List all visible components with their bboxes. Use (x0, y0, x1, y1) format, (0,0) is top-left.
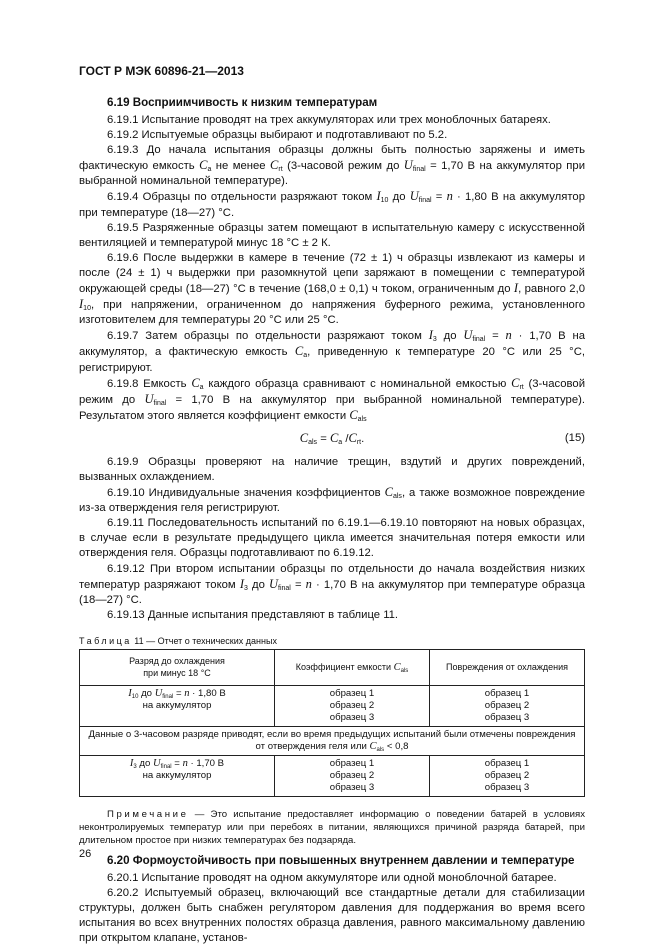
paragraph: 6.19.6 После выдержки в камере в течение (72 ± 1) ч образцы извлекают из камеры и после (24 ± 1) ч выдержки при разомкнутой цепи заряжают в помещении с температурой окружающей среды (18—27) °С в течение (168,0 ± 0,1) ч током, ограниченным до I, равного 2,0 $I_{10}$, при напряжении, ограниченном до напряжения буферного режима, установленного изготовителем для температуры 20 °С или 25 °С. (79, 251, 585, 327)
sample-label: образец 3 (329, 711, 375, 723)
math-symbol: C (349, 407, 358, 422)
cell-line: Повреждения от охлаждения (445, 662, 569, 673)
math-symbol: U (154, 687, 163, 699)
table-header-row (80, 649, 585, 685)
sample-label: образец 2 (329, 769, 375, 781)
paragraph: 6.19.7 Затем образцы по отдельности разряжают током $I_3$ до $U_{final} = n \cdot 1,70$ В на аккумулятор, а фактическую емкость $C_a$, приведенную к температуре 20 °С или 25 °С, регистрируют. (79, 328, 586, 374)
sample-label: образец 1 (484, 757, 530, 769)
formula-15 (79, 431, 585, 447)
math-subscript: als (392, 493, 402, 501)
math-symbol: C (294, 344, 304, 359)
cell-line: Данные о 3-часовом разряде приводят, если во время предыдущих испытаний были отмечены повреждения (88, 728, 576, 740)
math-subscript: 3 (243, 584, 248, 592)
note-text: — Это испытание предоставляет информацию о поведении батарей в условиях неконтролируемых температур или при перебоях в питании, являющихся причиной разряда батарей, при длительном простое при низких температурах без подзаряда. (79, 808, 585, 846)
note-label: Примечание (107, 808, 189, 820)
math-subscript: final (162, 693, 174, 700)
math-subscript: rt (356, 438, 362, 446)
paragraph: 6.19.12 При втором испытании образцы по отдельности до начала воздействия низких температур разряжают током $I_3$ до $U_{final} = n \cdot 1,70$ В на аккумулятор при температуре образца (18—27) °С. (79, 562, 586, 606)
math-symbol: U (409, 189, 419, 204)
cell-line: на аккумулятор (142, 769, 212, 781)
math-symbol: I (129, 757, 134, 769)
document-title: ГОСТ Р МЭК 60896-21—2013 (79, 64, 244, 78)
math-subscript: final (153, 399, 167, 407)
math-subscript: 10 (131, 693, 139, 700)
sample-label: образец 1 (329, 687, 375, 699)
math-subscript: als (357, 415, 367, 423)
math-symbol: n (184, 687, 190, 699)
table-row (80, 685, 585, 726)
table-note-row (80, 726, 585, 755)
math-subscript: als (400, 667, 409, 674)
section-heading-6-19: 6.19 Восприимчивость к низким температурам (107, 96, 378, 109)
math-subscript: a (199, 383, 204, 391)
row-label-i10 (80, 685, 275, 726)
math-subscript: 3 (432, 336, 437, 344)
math-subscript: rt (519, 383, 524, 391)
header-cell-capacity-coefficient (275, 649, 430, 685)
math-subscript: a (303, 352, 308, 360)
paragraph: 6.19.3 До начала испытания образцы должны быть полностью заряжены и иметь фактическую емкость $C_a$ не менее $C_{rt}$ (3-часовой режим до $U_{final} = 1,70$ В на аккумулятор при выбранной номинальной температуре). (79, 144, 585, 188)
math-symbol: I (513, 281, 519, 296)
math-symbol: C (329, 430, 339, 445)
cell-line: на аккумулятор (142, 699, 212, 711)
paragraph: 6.19.10 Индивидуальные значения коэффициентов $C_{als}$, а также возможное повреждение из-за отверждения геля регистрируют. (79, 485, 585, 515)
math-symbol: C (511, 375, 520, 390)
cell-line: при минус 18 °С (143, 668, 211, 679)
paragraph: 6.20.2 Испытуемый образец, включающий все стандартные детали для стабилизации структуры, должен быть снабжен регулятором давления для поддержания во время всего испытания во всех внутренних полостях образца давления, равного максимальному давлению при открытом клапане, установ- (79, 887, 585, 945)
table-11 (79, 649, 585, 797)
cell-line: $I_3$ до $U_{final} = n \cdot 1,70$ В (129, 757, 225, 770)
math-symbol: I (428, 328, 433, 343)
section-6-20-paragraphs (79, 871, 585, 946)
math-subscript: rt (278, 166, 283, 174)
paragraph: 6.19.5 Разряженные образцы затем помещают в испытательную камеру с искусственной вентиляцией и температурой минус 18 °С ± 2 К. (79, 221, 585, 249)
math-symbol: I (79, 297, 84, 312)
math-subscript: als (308, 438, 318, 446)
math-subscript: final (472, 336, 486, 344)
paragraph: 6.19.8 Емкость $C_a$ каждого образца сравнивают с номинальной емкостью $C_{rt}$ (3-часовой режим до $U_{final} = 1,70$ В на аккумулятор при выбранной номинальной температуре). Результатом этого является коэффициент емкости $C_{als}$ (79, 375, 586, 423)
table-note (79, 808, 585, 847)
math-subscript: final (412, 166, 426, 174)
paragraph: 6.19.2 Испытуемые образцы выбирают и подготавливают по 5.2. (107, 129, 448, 142)
math-symbol: U (268, 576, 279, 591)
header-cell-discharge (80, 649, 275, 685)
samples-cell (430, 685, 585, 726)
math-symbol: n (305, 576, 312, 591)
math-symbol: I (376, 189, 381, 204)
span-note-cell (80, 726, 585, 755)
paragraph: 6.19.9 Образцы проверяют на наличие трещин, вздутий и других повреждений, вызванных охлаждением. (79, 455, 585, 483)
math-symbol: U (403, 158, 413, 173)
sample-label: образец 2 (329, 699, 375, 711)
table-caption-text: 11 — Отчет о технических данных (131, 635, 277, 646)
math-subscript: final (278, 584, 291, 592)
math-subscript: 10 (83, 305, 91, 313)
math-symbol: n (505, 328, 512, 343)
paragraph: 6.19.4 Образцы по отдельности разряжают током $I_{10}$ до $U_{final} = n \cdot 1,80$ В на аккумулятор при температуре (18—27) °С. (79, 189, 586, 219)
math-symbol: n (446, 189, 453, 204)
sample-label: образец 1 (329, 757, 375, 769)
math-subscript: a (338, 438, 343, 446)
sample-label: образец 3 (329, 781, 375, 793)
math-symbol: C (348, 430, 357, 445)
samples-cell (430, 755, 585, 796)
formula-number: (15) (564, 431, 585, 444)
section-6-19-paragraphs-after (79, 455, 585, 623)
samples-cell (275, 755, 430, 796)
paragraph: 6.20.1 Испытание проводят на одном аккумуляторе или одной моноблочной батарее. (107, 871, 557, 884)
table-caption (79, 636, 585, 646)
sample-label: образец 3 (484, 781, 530, 793)
document-page (79, 64, 585, 946)
header-cell-damage (430, 649, 585, 685)
table-caption-word: Таблица (79, 635, 132, 646)
math-symbol: C (369, 740, 377, 752)
math-symbol: I (239, 576, 244, 591)
page-number: 26 (79, 848, 92, 860)
cell-line: Разряд до охлаждения (129, 656, 225, 667)
math-symbol: C (199, 158, 208, 173)
math-symbol: I (128, 687, 132, 699)
math-subscript: final (418, 197, 432, 205)
sample-label: образец 3 (484, 711, 530, 723)
sample-label: образец 2 (484, 769, 530, 781)
cell-line: $I_{10}$ до $U_{final} = n \cdot 1,80$ В (128, 687, 226, 700)
formula-expression: $C_{als} = C_a$ $/C_{rt}$. (299, 430, 365, 446)
cell-line: от отверждения геля или $C_{als} < 0,8$ (255, 740, 409, 753)
math-symbol: C (393, 661, 401, 673)
section-heading-6-20: 6.20 Формоустойчивость при повышенных внутреннем давлении и температуре (107, 853, 575, 867)
math-symbol: U (153, 757, 161, 769)
samples-cell (275, 685, 430, 726)
paragraph: 6.19.11 Последовательность испытаний по 6.19.1—6.19.10 повторяют на новых образцах, в случае если в результате предыдущего цикла имеется значительная потеря емкости или отверждения геля. Образцы подготавливают по 6.19.12. (79, 517, 585, 560)
math-symbol: C (299, 430, 309, 445)
sample-label: образец 1 (484, 687, 530, 699)
math-symbol: C (270, 158, 279, 173)
paragraph: 6.19.13 Данные испытания представляют в таблице 11. (107, 608, 399, 621)
sample-label: образец 2 (484, 699, 530, 711)
paragraph: 6.19.1 Испытание проводят на трех аккумуляторах или трех моноблочных батареях. (107, 114, 551, 126)
math-subscript: 10 (380, 197, 389, 205)
math-subscript: 3 (133, 763, 137, 770)
math-subscript: als (376, 746, 385, 753)
math-subscript: final (160, 763, 172, 770)
math-symbol: C (384, 485, 393, 500)
math-symbol: U (144, 391, 154, 406)
row-label-i3 (80, 755, 275, 796)
cell-line: Коэффициент емкости $C_{als}$ (295, 661, 409, 674)
math-subscript: a (207, 166, 212, 174)
math-symbol: n (182, 757, 188, 769)
section-6-19-paragraphs (79, 113, 585, 424)
table-row (80, 755, 585, 796)
math-symbol: C (191, 375, 200, 390)
math-symbol: U (463, 328, 473, 343)
